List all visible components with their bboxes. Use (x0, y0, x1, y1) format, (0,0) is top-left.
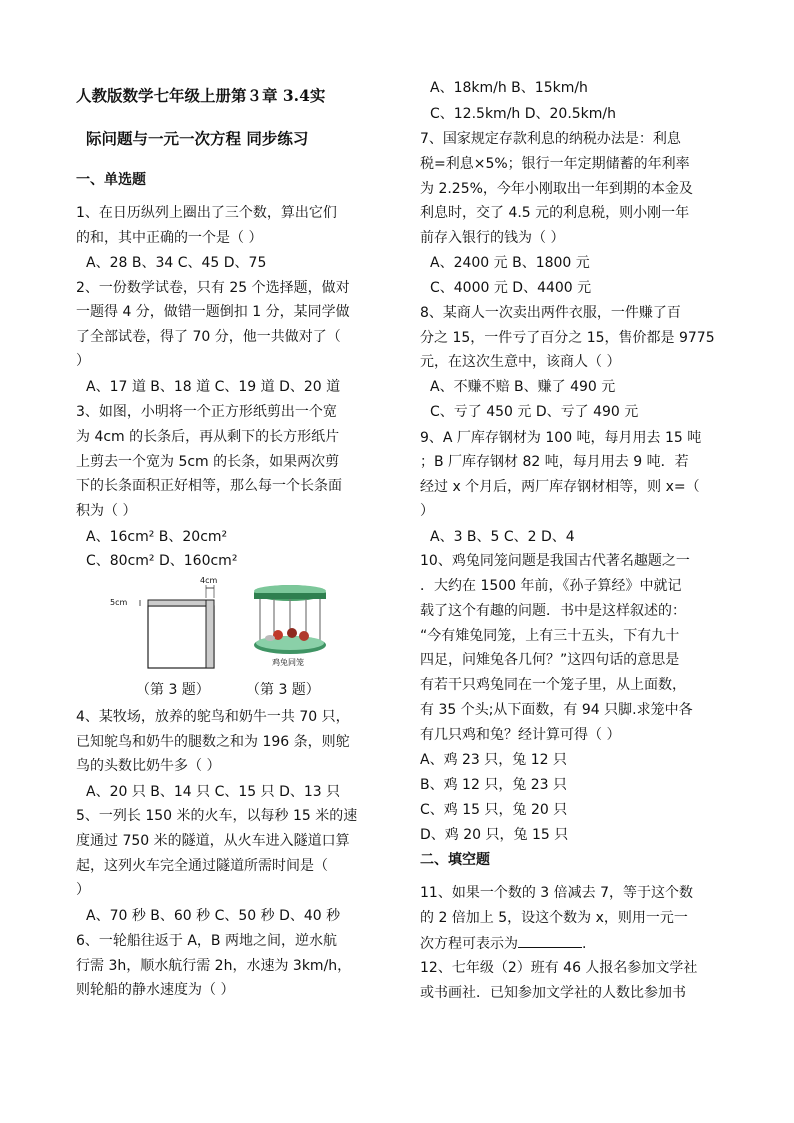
left-column (76, 0, 396, 1123)
section-heading-fill-blank: 二、填空题 (420, 852, 490, 868)
q3-line: 为 4cm 的长条后，再从剩下的长方形纸片 (76, 429, 340, 445)
q5-line: 起，这列火车完全通过隧道所需时间是（ (76, 858, 328, 874)
q3-line: 积为（ ） (76, 503, 137, 519)
q9-options: A、3 B、5 C、2 D、4 (430, 529, 575, 545)
q8-line: 8、某商人一次卖出两件衣服，一件赚了百 (420, 305, 681, 321)
figure-caption-left: （第 3 题） (136, 682, 210, 698)
q10-line: ．大约在 1500 年前，《孙子算经》中就记 (420, 578, 682, 594)
q4-options: A、20 只 B、14 只 C、15 只 D、13 只 (86, 784, 341, 800)
q2-line: ） (76, 353, 90, 369)
q11-line3 (420, 933, 586, 954)
q9-line: ；B 厂库存钢材 82 吨，每月用去 9 吨．若 (420, 454, 689, 470)
carousel-illustration (252, 583, 328, 673)
q9-line: 9、A 厂库存钢材为 100 吨，每月用去 15 吨 (420, 430, 702, 446)
q6-line: 则轮船的静水速度为（ ） (76, 982, 235, 998)
q12-line: 或书画社．已知参加文学社的人数比参加书 (420, 985, 686, 1001)
q10-line: 10、鸡兔同笼问题是我国古代著名趣题之一 (420, 553, 690, 569)
q6-line: 行需 3h，顺水航行需 2h，水速为 3km/h， (76, 958, 352, 974)
q2-line: 2、一份数学试卷，只有 25 个选择题，做对 (76, 280, 350, 296)
q5-line: ） (76, 882, 90, 898)
figure-caption-right: （第 3 题） (246, 682, 320, 698)
q7-options-line2: C、4000 元 D、4400 元 (430, 280, 592, 296)
document-title-line1: 人教版数学七年级上册第３章 3.4实 (76, 86, 326, 105)
q9-line: 经过 x 个月后，两厂库存钢材相等，则 x=（ (420, 479, 700, 495)
document-title-line2: 际问题与一元一次方程 同步练习 (86, 129, 309, 148)
q2-options: A、17 道 B、18 道 C、19 道 D、20 道 (86, 379, 341, 395)
q10-option-b: B、鸡 12 只，兔 23 只 (420, 777, 568, 793)
q7-options-line1: A、2400 元 B、1800 元 (430, 255, 590, 271)
q10-option-d: D、鸡 20 只，兔 15 只 (420, 827, 569, 843)
q10-line: 有几只鸡和兔？经计算可得（ ） (420, 727, 621, 743)
q1-line: 1、在日历纵列上圈出了三个数，算出它们 (76, 205, 337, 221)
q7-line: 税=利息×5%；银行一年定期储蓄的年利率 (420, 156, 690, 172)
q8-line: 分之 15，一件亏了百分之 15，售价都是 9775 (420, 330, 715, 346)
q3-options-line1: A、16cm² B、20cm² (86, 529, 228, 545)
q5-options: A、70 秒 B、60 秒 C、50 秒 D、40 秒 (86, 908, 341, 924)
q10-option-a: A、鸡 23 只，兔 12 只 (420, 752, 568, 768)
q8-line: 元，在这次生意中，该商人（ ） (420, 354, 621, 370)
q7-line: 利息时，交了 4.5 元的利息税，则小刚一年 (420, 205, 690, 221)
label-5cm: 5cm (110, 598, 128, 607)
q10-line: “今有雉兔同笼，上有三十五头，下有九十 (420, 628, 680, 644)
q2-line: 一题得 4 分，做错一题倒扣 1 分，某同学做 (76, 304, 350, 320)
q1-line: 的和，其中正确的一个是（ ） (76, 230, 263, 246)
q6-options-line2: C、12.5km/h D、20.5km/h (430, 106, 617, 122)
q4-line: 已知鸵鸟和奶牛的腿数之和为 196 条，则鸵 (76, 734, 350, 750)
q1-options: A、28 B、34 C、45 D、75 (86, 255, 267, 271)
q5-line: 度通过 750 米的隧道，从火车进入隧道口算 (76, 833, 350, 849)
carousel-label: 鸡兔同笼 (272, 658, 304, 667)
q6-options-line1: A、18km/h B、15km/h (430, 80, 588, 96)
q4-line: 鸟的头数比奶牛多（ ） (76, 758, 221, 774)
q7-line: 为 2.25%，今年小刚取出一年到期的本金及 (420, 181, 693, 197)
q2-line: 了全部试卷，得了 70 分，他一共做对了（ (76, 329, 341, 345)
q7-line: 7、国家规定存款利息的纳税办法是：利息 (420, 131, 681, 147)
q7-line: 前存入银行的钱为（ ） (420, 230, 565, 246)
q3-line: 下的长条面积正好相等，那么每一个长条面 (76, 478, 342, 494)
right-column (420, 0, 750, 1123)
answer-blank[interactable] (518, 933, 582, 948)
q4-line: 4、某牧场，放养的鸵鸟和奶牛一共 70 只， (76, 709, 350, 725)
q8-options-line2: C、亏了 450 元 D、亏了 490 元 (430, 404, 639, 420)
q11-line3-prefix: 次方程可表示为 (420, 936, 518, 952)
q12-line: 12、七年级（2）班有 46 人报名参加文学社 (420, 960, 698, 976)
q10-line: 有若干只鸡兔同在一个笼子里，从上面数， (420, 677, 686, 693)
square-paper-figure (110, 576, 220, 672)
q10-option-c: C、鸡 15 只，兔 20 只 (420, 802, 568, 818)
q5-line: 5、一列长 150 米的火车，以每秒 15 米的速 (76, 808, 358, 824)
q3-line: 3、如图，小明将一个正方形纸剪出一个宽 (76, 404, 337, 420)
q11-line2: 的 2 倍加上 5，设这个数为 x，则用一元一 (420, 910, 688, 926)
q11-line1: 11、如果一个数的 3 倍减去 7，等于这个数 (420, 885, 693, 901)
q10-line: 载了这个有趣的问题．书中是这样叙述的： (420, 603, 686, 619)
q8-options-line1: A、不赚不赔 B、赚了 490 元 (430, 379, 616, 395)
q9-line: ） (420, 503, 434, 519)
q3-line: 上剪去一个宽为 5cm 的长条，如果两次剪 (76, 454, 340, 470)
label-4cm: 4cm (200, 576, 218, 585)
section-heading-single-choice: 一、单选题 (76, 172, 146, 188)
q11-line3-suffix: . (582, 936, 587, 952)
q10-line: 四足，问雉兔各几何？”这四句话的意思是 (420, 652, 680, 668)
q3-options-line2: C、80cm² D、160cm² (86, 553, 238, 569)
q10-line: 有 35 个头;从下面数，有 94 只脚.求笼中各 (420, 702, 693, 718)
q6-line: 6、一轮船往返于 A，B 两地之间，逆水航 (76, 933, 337, 949)
